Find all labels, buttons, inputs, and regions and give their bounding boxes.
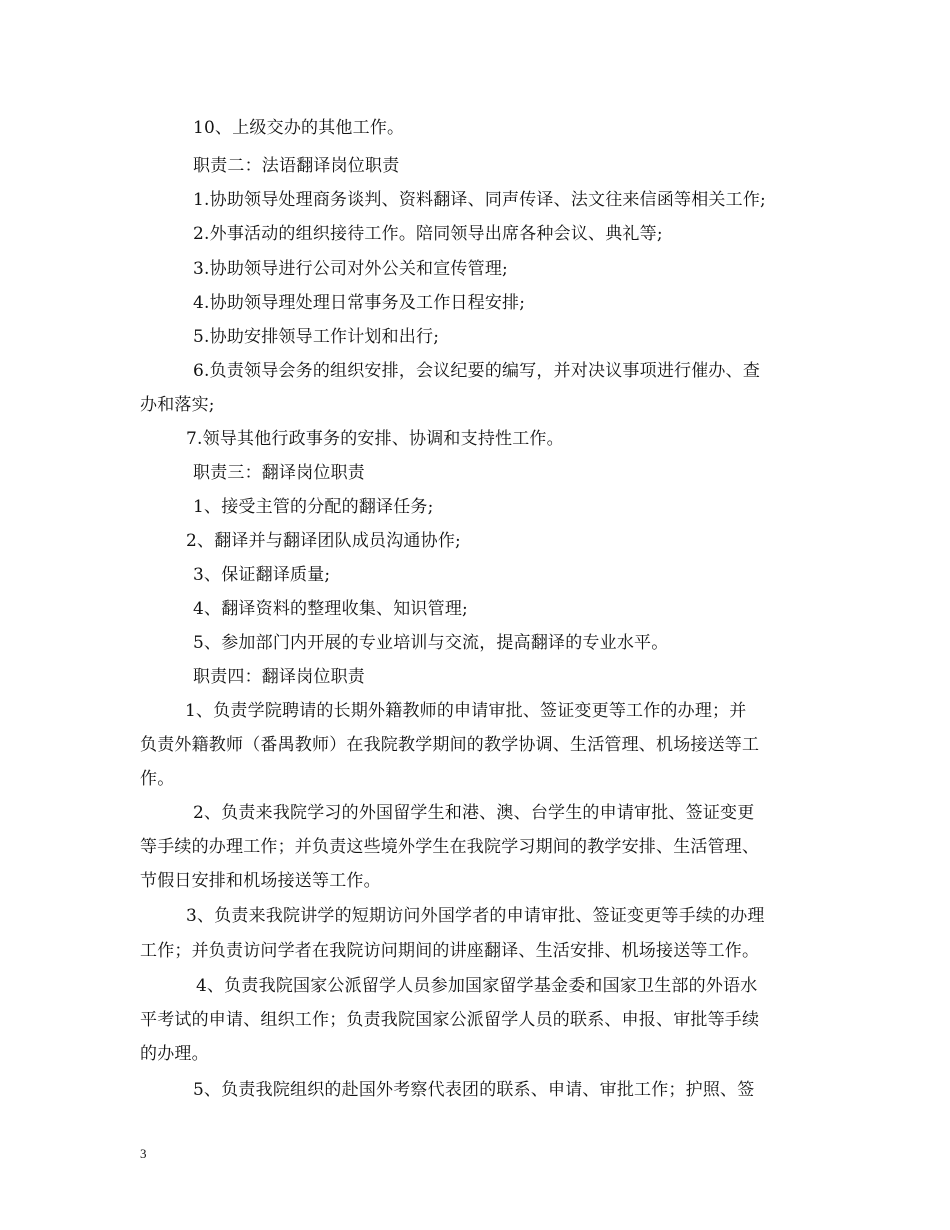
text-line: 4.协助领导理处理日常事务及工作日程安排; [193, 293, 526, 313]
text-line: 5、负责我院组织的赴国外考察代表团的联系、申请、审批工作；护照、签 [193, 1080, 755, 1100]
text-line: 4、负责我院国家公派留学人员参加国家留学基金委和国家卫生部的外语水 [196, 976, 758, 996]
text-line: 3、保证翻译质量; [193, 565, 331, 585]
text-line: 工作；并负责访问学者在我院访问期间的讲座翻译、生活安排、机场接送等工作。 [140, 941, 760, 961]
text-line: 7.领导其他行政事务的安排、协调和支持性工作。 [186, 429, 564, 449]
text-line: 办和落实; [140, 395, 215, 415]
text-line: 6.负责领导会务的组织安排，会议纪要的编写，并对决议事项进行催办、查 [193, 361, 761, 381]
text-line: 3.协助领导进行公司对外公关和宣传管理; [193, 259, 508, 279]
text-line: 等手续的办理工作；并负责这些境外学生在我院学习期间的教学安排、生活管理、 [140, 837, 760, 857]
text-line: 节假日安排和机场接送等工作。 [140, 871, 381, 891]
text-line: 作。 [140, 769, 175, 789]
text-line: 10、上级交办的其他工作。 [193, 118, 405, 138]
text-line: 负责外籍教师（番禺教师）在我院教学期间的教学协调、生活管理、机场接送等工 [140, 735, 760, 755]
text-line: 4、翻译资料的整理收集、知识管理; [193, 599, 468, 619]
text-line: 平考试的申请、组织工作；负责我院国家公派留学人员的联系、申报、审批等手续 [140, 1010, 760, 1030]
text-line: 1.协助领导处理商务谈判、资料翻译、同声传译、法文往来信函等相关工作; [193, 190, 766, 210]
text-line: 1、接受主管的分配的翻译任务; [193, 497, 434, 517]
text-line: 的办理。 [140, 1044, 209, 1064]
text-line: 2、翻译并与翻译团队成员沟通协作; [186, 531, 461, 551]
text-line: 5、参加部门内开展的专业培训与交流，提高翻译的专业水平。 [193, 633, 669, 653]
page-number: 3 [140, 1146, 147, 1161]
section-heading: 职责三：翻译岗位职责 [193, 463, 365, 483]
text-line: 5.协助安排领导工作计划和出行; [193, 327, 440, 347]
text-line: 1、负责学院聘请的长期外籍教师的申请审批、签证变更等工作的办理；并 [185, 701, 747, 721]
text-line: 3、负责来我院讲学的短期访问外国学者的申请审批、签证变更等手续的办理 [186, 906, 765, 926]
section-heading: 职责四：翻译岗位职责 [193, 667, 365, 687]
text-line: 2.外事活动的组织接待工作。陪同领导出席各种会议、典礼等; [193, 224, 663, 244]
text-line: 2、负责来我院学习的外国留学生和港、澳、台学生的申请审批、签证变更 [193, 803, 755, 823]
section-heading: 职责二：法语翻译岗位职责 [193, 156, 400, 176]
